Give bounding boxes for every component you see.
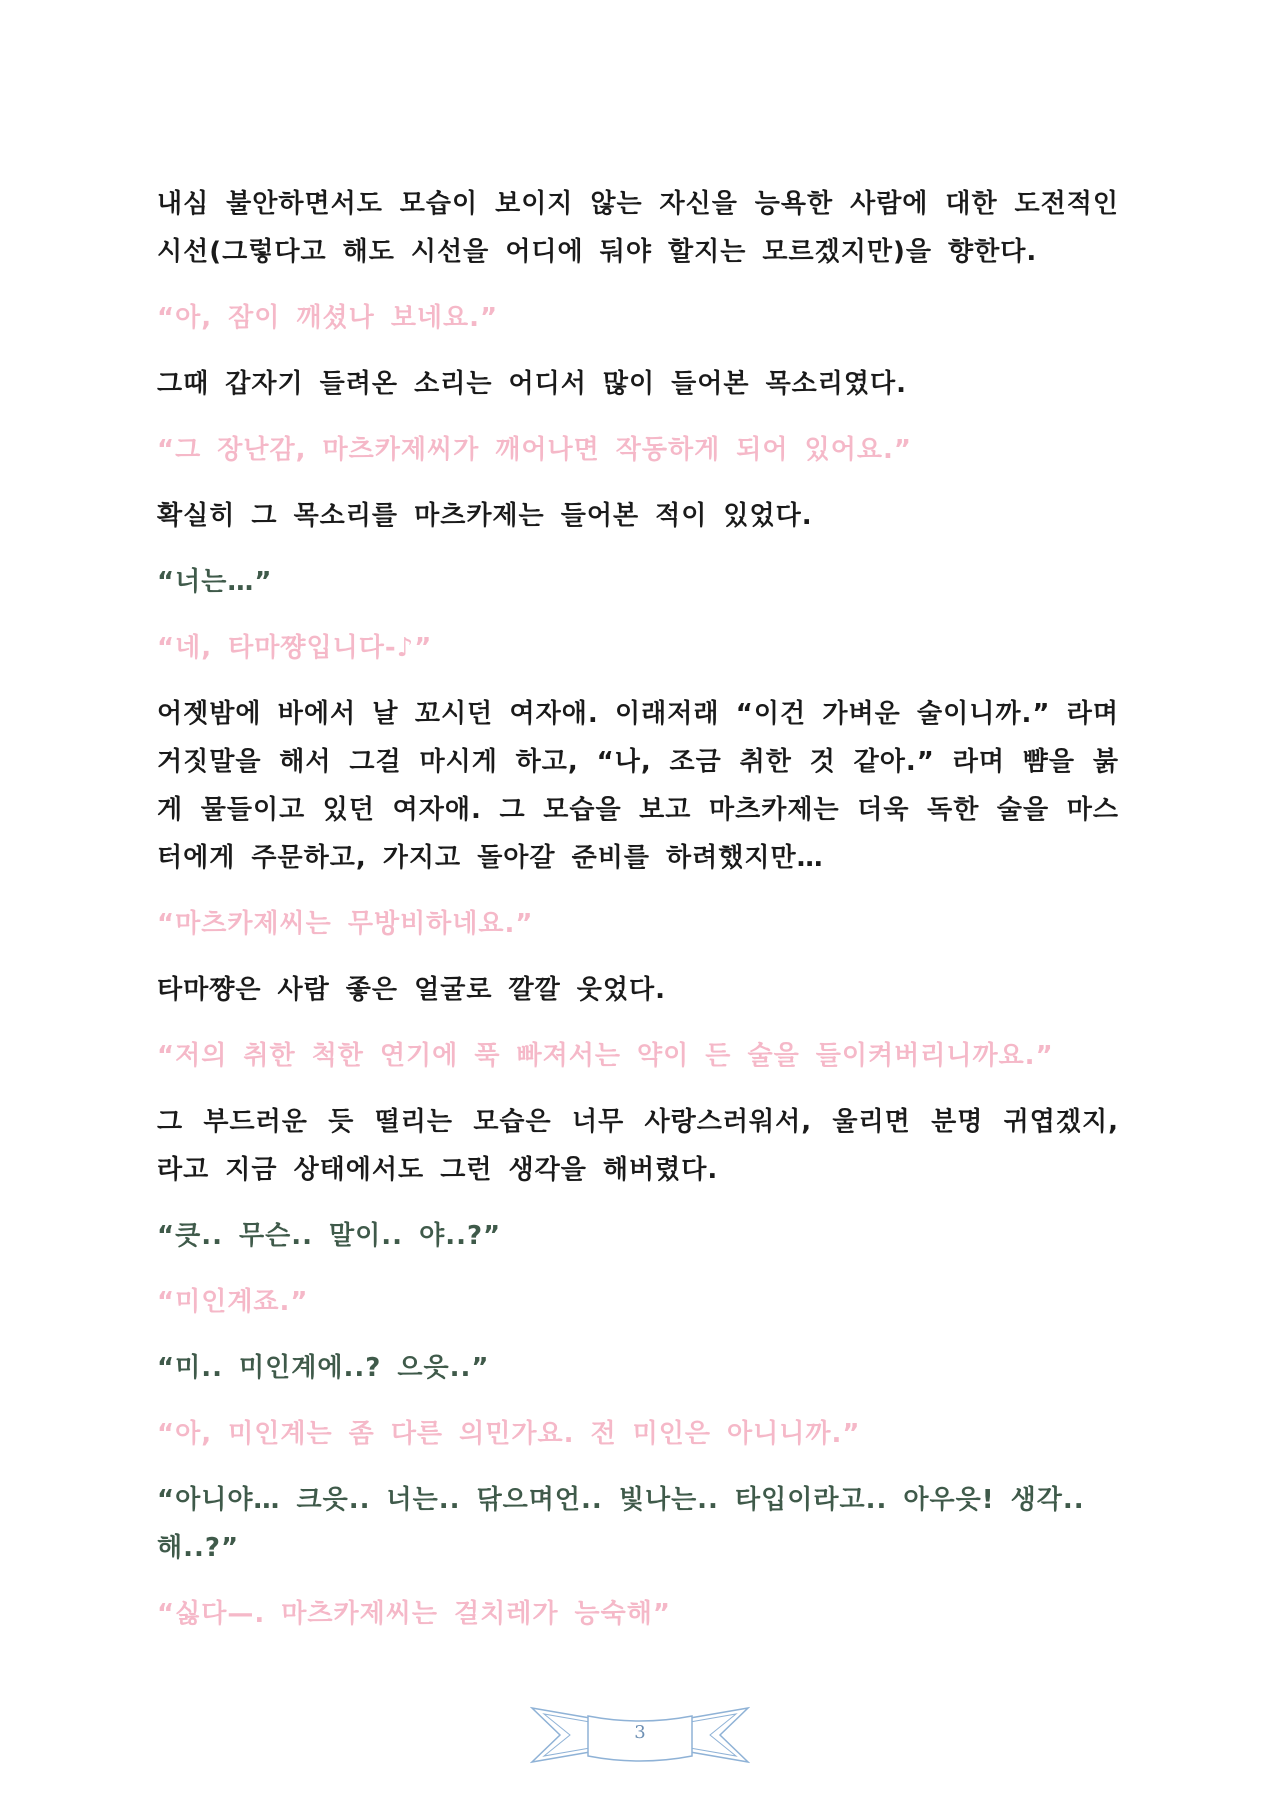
narration-paragraph: 내심 불안하면서도 모습이 보이지 않는 자신을 능욕한 사람에 대한 도전적인 시선(그렇다고 해도 시선을 어디에 둬야 할지는 모르겠지만)을 향한다. [157, 189, 1119, 267]
dialogue-line-matsukaze: “너는…” [157, 567, 273, 597]
dialogue-line-tama: “그 장난감, 마츠카제씨가 깨어나면 작동하게 되어 있어요.” [157, 435, 912, 465]
narration-paragraph: 어젯밤에 바에서 날 꼬시던 여자애. 이래저래 “이건 가벼운 술이니까.” 라며 거짓말을 해서 그걸 마시게 하고, “나, 조금 취한 것 같아.” 라며 뺨을 붉게 물들이고 있던 여자애. 그 모습을 보고 마츠카제는 더욱 독한 술을 마스터에게 주문하고, 가지고 돌아갈 준비를 하려했지만… [157, 699, 1119, 873]
dialogue-line-matsukaze: “아니야… 크읏.. 너는.. 닦으며언.. 빛나는.. 타입이라고.. 아우읏! 생각..해..?” [157, 1485, 1085, 1563]
dialogue-line-tama: “미인계죠.” [157, 1287, 309, 1317]
dialogue-line-tama: “싫다—. 마츠카제씨는 걸치레가 능숙해” [157, 1599, 671, 1629]
page-number: 3 [634, 1722, 646, 1743]
narration-paragraph: 타마쨩은 사람 좋은 얼굴로 깔깔 웃었다. [157, 975, 666, 1005]
page-number-ribbon [530, 1700, 750, 1770]
dialogue-line-matsukaze: “미.. 미인계에..? 으읏..” [157, 1353, 490, 1383]
narration-paragraph: 그때 갑자기 들려온 소리는 어디서 많이 들어본 목소리였다. [157, 369, 908, 399]
dialogue-line-tama: “저의 취한 척한 연기에 푹 빠져서는 약이 든 술을 들이켜버리니까요.” [157, 1041, 1054, 1071]
dialogue-line-tama: “네, 타마쨩입니다-♪” [157, 633, 433, 663]
narration-paragraph: 확실히 그 목소리를 마츠카제는 들어본 적이 있었다. [157, 501, 813, 531]
narration-paragraph: 그 부드러운 듯 떨리는 모습은 너무 사랑스러워서, 울리면 분명 귀엽겠지, 라고 지금 상태에서도 그런 생각을 해버렸다. [157, 1107, 1119, 1185]
dialogue-line-tama: “아, 잠이 깨셨나 보네요.” [157, 303, 499, 333]
dialogue-line-matsukaze: “큿.. 무슨.. 말이.. 야..?” [157, 1221, 502, 1251]
dialogue-line-tama: “마츠카제씨는 무방비하네요.” [157, 909, 534, 939]
body-text [157, 180, 1119, 1638]
dialogue-line-tama: “아, 미인계는 좀 다른 의민가요. 전 미인은 아니니까.” [157, 1419, 861, 1449]
